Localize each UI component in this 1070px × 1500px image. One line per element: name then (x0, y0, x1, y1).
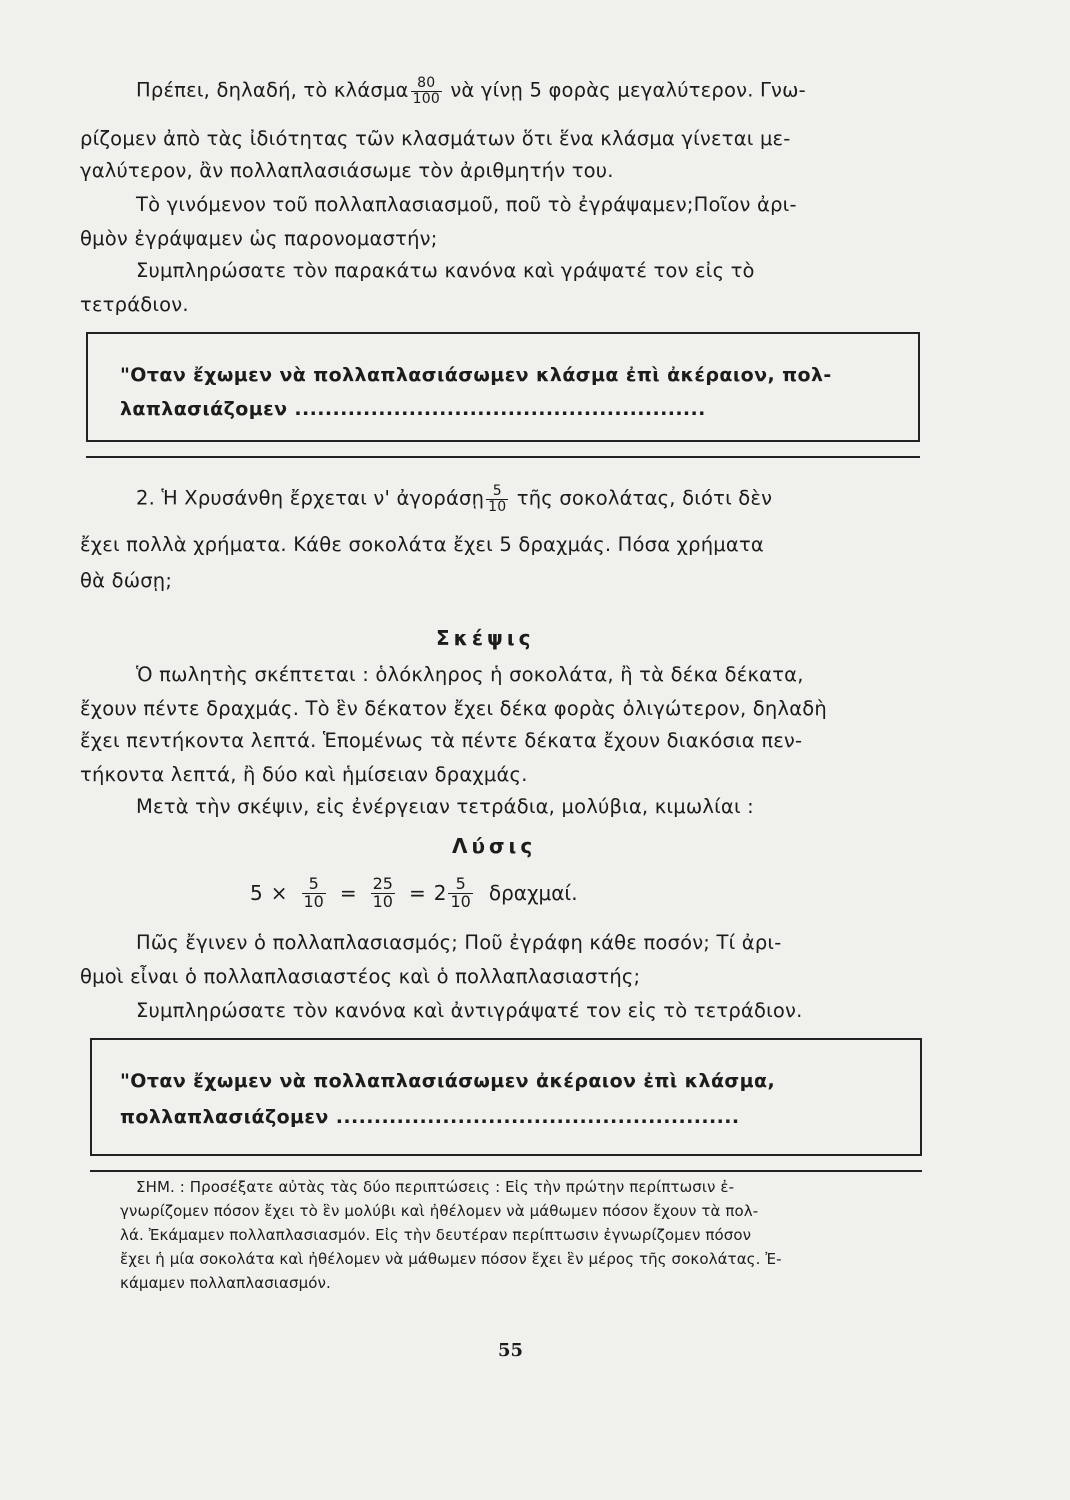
eq-fraction-2 (371, 876, 395, 911)
p3-line-1: Ὁ πωλητὴς σκέπτεται : ὁλόκληρος ἡ σοκολάτα, ἢ τὰ δέκα δέκατα, (136, 663, 804, 686)
problem-2-line-3: θὰ δώσῃ; (80, 569, 173, 592)
rule-box-2-underline (90, 1170, 922, 1172)
p4-line-3: Συμπληρώσατε τὸν κανόνα καὶ ἀντιγράψατέ τον εἰς τὸ τετράδιον. (136, 999, 803, 1022)
p4-line-1: Πῶς ἔγινεν ὁ πολλαπλασιασμός; Ποῦ ἐγράφη κάθε ποσόν; Τί ἀρι- (136, 931, 782, 954)
p1-line-1-start: Πρέπει, δηλαδή, τὸ κλάσμα (136, 78, 409, 102)
p3-line-5: Μετὰ τὴν σκέψιν, εἰς ἐνέργειαν τετράδια, μολύβια, κιμωλίαι : (136, 795, 754, 818)
note-line-3: λά. Ἐκάμαμεν πολλαπλασιασμόν. Εἰς τὴν δευτέραν περίπτωσιν ἐγνωρίζομεν πόσον (120, 1226, 752, 1244)
fraction-denominator: 10 (450, 891, 471, 911)
page-number: 55 (498, 1340, 524, 1361)
heading-skepsis: Σκέψις (436, 626, 535, 650)
fraction-numerator: 5 (302, 876, 326, 894)
note-line-4: ἔχει ἡ μία σοκολάτα καὶ ἠθέλομεν νὰ μάθωμεν πόσον ἔχει ἓν μέρος τῆς σοκολάτας. Ἐ- (120, 1250, 782, 1268)
fraction-denominator: 100 (412, 90, 440, 107)
eq-equals-2: = (408, 881, 426, 906)
rule-box-1-underline (86, 456, 920, 458)
p3-line-3: ἔχει πεντήκοντα λεπτά. Ἑπομένως τὰ πέντε δέκατα ἔχουν διακόσια πεν- (80, 729, 803, 752)
p1-line-7: τετράδιον. (80, 293, 189, 316)
p4-line-2: θμοὶ εἶναι ὁ πολλαπλασιαστέος καὶ ὁ πολλαπλασιαστής; (80, 965, 641, 988)
rule-box-1 (86, 332, 920, 442)
rule-2-line-2: πολλαπλασιάζομεν ..................................................... (120, 1106, 740, 1128)
p1-line-5: θμὸν ἐγράψαμεν ὡς παρονομαστήν; (80, 227, 438, 250)
eq-fraction-1 (302, 876, 326, 911)
rule-2-line-1: "Οταν ἔχωμεν νὰ πολλαπλασιάσωμεν ἀκέραιον ἐπὶ κλάσμα, (120, 1070, 776, 1092)
note-line-1: ΣΗΜ. : Προσέξατε αὐτὰς τὰς δύο περιπτώσεις : Εἰς τὴν πρώτην περίπτωσιν ἐ- (136, 1178, 735, 1196)
rule-1-line-1: "Οταν ἔχωμεν νὰ πολλαπλασιάσωμεν κλάσμα ἐπὶ ἀκέραιον, πολ- (120, 364, 832, 386)
p3-line-2: ἔχουν πέντε δραχμάς. Τὸ ἓν δέκατον ἔχει δέκα φορὰς ὀλιγώτερον, δηλαδὴ (80, 697, 827, 720)
fraction-numerator: 5 (448, 876, 472, 894)
problem-2-line-1-end: τῆς σοκολάτας, διότι δὲν (516, 486, 773, 510)
eq-equals-1: = (339, 881, 357, 906)
fraction-numerator: 25 (372, 874, 393, 893)
p1-line-1-end: νὰ γίνῃ 5 φορὰς μεγαλύτερον. Γνω- (450, 78, 806, 102)
problem-2-line-2: ἔχει πολλὰ χρήματα. Κάθε σοκολάτα ἔχει 5 δραχμάς. Πόσα χρήματα (80, 533, 764, 556)
p1-line-1 (136, 76, 806, 106)
fraction-numerator: 80 (411, 76, 442, 92)
p1-line-4: Τὸ γινόμενον τοῦ πολλαπλασιασμοῦ, ποῦ τὸ ἐγράψαμεν;Ποῖον ἀρι- (136, 193, 797, 216)
eq-unit: δραχμαί. (488, 881, 578, 906)
p3-line-4: τήκοντα λεπτά, ἢ δύο καὶ ἡμίσειαν δραχμάς. (80, 763, 528, 786)
note-line-2: γνωρίζομεν πόσον ἔχει τὸ ἓν μολύβι καὶ ἠθέλομεν νὰ μάθωμεν πόσον ἔχουν τὰ πολ- (120, 1202, 759, 1220)
eq-times-sign: × (270, 881, 288, 906)
eq-multiplicand: 5 (250, 881, 263, 906)
solution-equation (250, 876, 578, 911)
eq-whole-part: 2 (433, 881, 447, 906)
fraction-denominator: 10 (303, 891, 324, 911)
p1-line-3: γαλύτερον, ἂν πολλαπλασιάσωμε τὸν ἀριθμητήν του. (80, 159, 614, 182)
note-line-5: κάμαμεν πολλαπλασιασμόν. (120, 1274, 331, 1292)
p1-line-2: ρίζομεν ἀπὸ τὰς ἰδιότητας τῶν κλασμάτων ὅτι ἕνα κλάσμα γίνεται με- (80, 127, 791, 150)
fraction-80-100 (411, 76, 442, 106)
heading-lysis: Λύσις (452, 834, 537, 858)
fraction-5-10 (486, 484, 508, 514)
p1-line-6: Συμπληρώσατε τὸν παρακάτω κανόνα καὶ γράψατέ τον εἰς τὸ (136, 259, 755, 282)
problem-2-line-1 (136, 484, 772, 514)
eq-fraction-3 (448, 876, 472, 911)
rule-box-2 (90, 1038, 922, 1156)
fraction-denominator: 10 (488, 498, 507, 515)
fraction-numerator: 5 (486, 484, 508, 500)
rule-1-line-2: λαπλασιάζομεν ...................................................... (120, 398, 706, 420)
problem-2-line-1-start: 2. Ἡ Χρυσάνθη ἔρχεται ν' ἀγοράσῃ (136, 486, 485, 510)
fraction-denominator: 10 (372, 891, 393, 911)
